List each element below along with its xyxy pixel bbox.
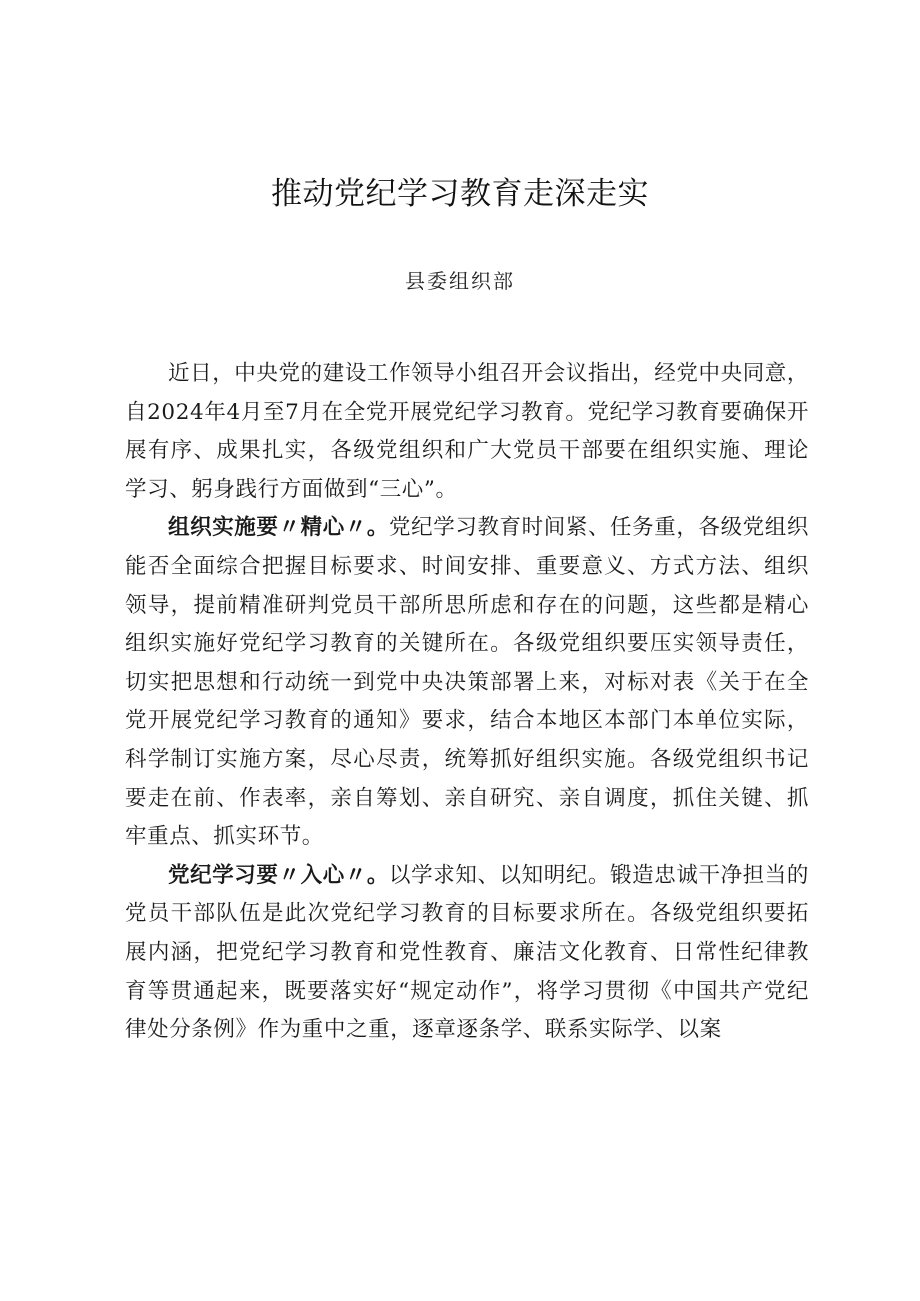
paragraph-heading: 党纪学习要〃入心〃。	[168, 862, 390, 888]
document-body	[125, 355, 809, 1050]
paragraph-text: 以学求知、以知明纪。锻造忠诚干净担当的党员干部队伍是此次党纪学习教育的目标要求所在。各级党组织要拓展内涵，把党纪学习教育和党性教育、廉洁文化教育、日常性纪律教育等贯通起来，既要落实好“规定动作”，将学习贯彻《中国共产党纪律处分条例》作为重中之重，逐章逐条学、联系实际学、以案	[125, 862, 809, 1043]
paragraph-text: 近日，中央党的建设工作领导小组召开会议指出，经党中央同意，自2024年4月至7月在全党开展党纪学习教育。党纪学习教育要确保开展有序、成果扎实，各级党组织和广大党员干部要在组织实施、理论学习、躬身践行方面做到“三心”。	[125, 361, 809, 502]
paragraph-heading: 组织实施要〃精心〃。	[168, 515, 390, 541]
paragraph-text: 党纪学习教育时间紧、任务重，各级党组织能否全面综合把握目标要求、时间安排、重要意义、方式方法、组织领导，提前精准研判党员干部所思所虑和存在的问题，这些都是精心组织实施好党纪学习教育的关键所在。各级党组织要压实领导责任，切实把思想和行动统一到党中央决策部署上来，对标对表《关于在全党开展党纪学习教育的通知》要求，结合本地区本部门本单位实际，科学制订实施方案，尽心尽责，统筹抓好组织实施。各级党组织书记要走在前、作表率，亲自筹划、亲自研究、亲自调度，抓住关键、抓牢重点、抓实环节。	[125, 515, 809, 850]
document-title: 推动党纪学习教育走深走实	[271, 176, 649, 212]
paragraph-study	[125, 857, 809, 1050]
paragraph-intro	[125, 355, 809, 509]
document-author: 县委组织部	[405, 269, 515, 293]
paragraph-organization	[125, 509, 809, 856]
